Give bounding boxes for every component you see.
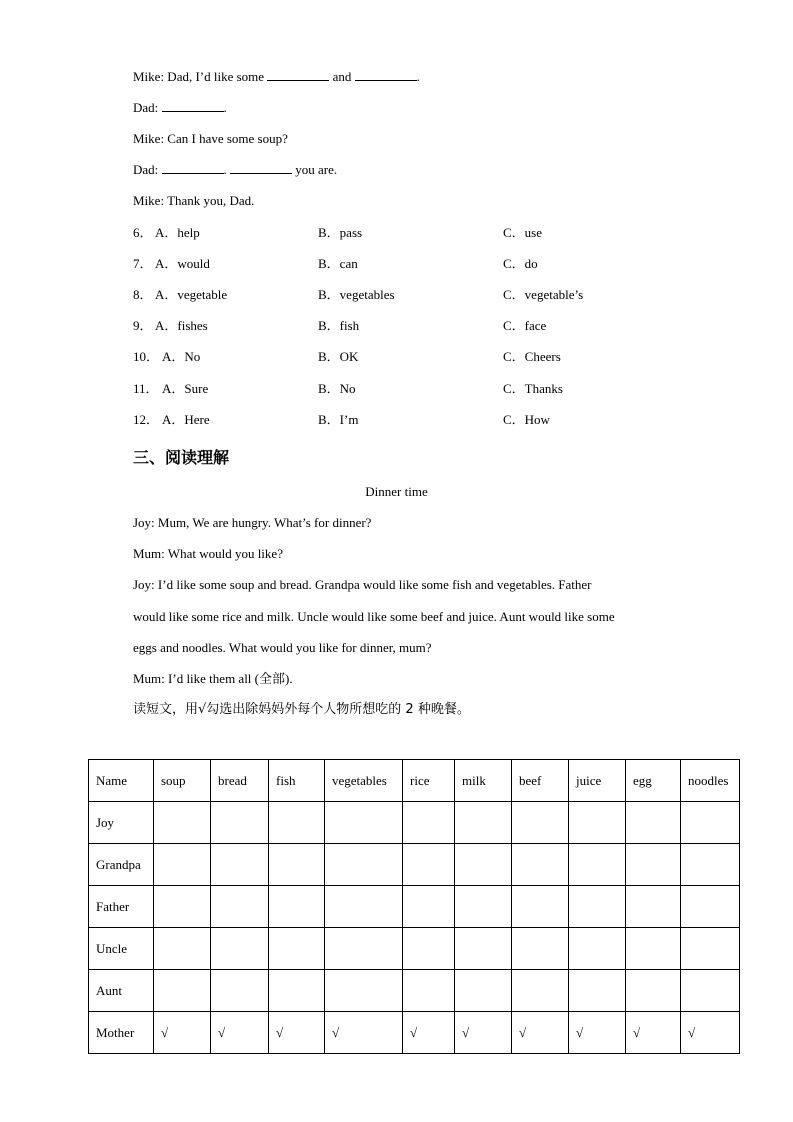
answer-cell[interactable] [569, 844, 626, 886]
answer-cell[interactable] [512, 970, 569, 1012]
answer-cell[interactable] [325, 970, 403, 1012]
answer-cell[interactable] [403, 970, 455, 1012]
answer-cell[interactable] [681, 844, 740, 886]
answer-cell[interactable] [154, 928, 211, 970]
table-header-row [89, 760, 740, 802]
dialogue-text: Dad: [133, 162, 159, 177]
answer-cell[interactable] [211, 886, 269, 928]
dialogue-text: . [416, 69, 420, 84]
answer-cell[interactable] [403, 886, 455, 928]
header-cell: milk [455, 760, 512, 802]
section-heading: 三、阅读理解 [133, 448, 230, 467]
passage-line-6: Mum: I’d like them all (全部). [133, 671, 293, 686]
answer-cell[interactable] [512, 802, 569, 844]
check-cell: √ [681, 1012, 740, 1054]
answer-cell[interactable] [269, 970, 325, 1012]
passage-title: Dinner time [365, 484, 428, 499]
dialogue-line-1 [133, 69, 420, 85]
option-c[interactable]: C．vegetable’s [503, 287, 584, 302]
check-cell: √ [269, 1012, 325, 1054]
answer-cell[interactable] [512, 844, 569, 886]
answer-cell[interactable] [455, 802, 512, 844]
option-b[interactable]: B．can [318, 256, 358, 271]
answer-cell[interactable] [325, 844, 403, 886]
table-row [89, 970, 740, 1012]
table-row [89, 802, 740, 844]
answer-cell[interactable] [626, 970, 681, 1012]
answer-cell[interactable] [211, 928, 269, 970]
answer-cell[interactable] [455, 844, 512, 886]
answer-cell[interactable] [325, 886, 403, 928]
header-cell: vegetables [325, 760, 403, 802]
header-cell: Name [89, 760, 154, 802]
answer-cell[interactable] [154, 970, 211, 1012]
header-cell: juice [569, 760, 626, 802]
passage-line-5: eggs and noodles. What would you like for dinner, mum? [133, 640, 432, 655]
check-cell: √ [154, 1012, 211, 1054]
check-cell: √ [512, 1012, 569, 1054]
name-cell: Aunt [89, 970, 154, 1012]
answer-cell[interactable] [325, 928, 403, 970]
option-c[interactable]: C．face [503, 318, 547, 333]
dialogue-line-5: Mike: Thank you, Dad. [133, 193, 255, 208]
option-a[interactable]: A．help [155, 225, 200, 240]
instruction-text: 读短文，用√勾选出除妈妈外每个人物所想吃的 2 种晚餐。 [133, 702, 470, 717]
question-number: 12． [133, 412, 160, 427]
answer-cell[interactable] [455, 928, 512, 970]
question-number: 6． [133, 225, 153, 240]
answer-cell[interactable] [269, 844, 325, 886]
answer-cell[interactable] [569, 928, 626, 970]
table-row [89, 844, 740, 886]
answer-cell[interactable] [626, 844, 681, 886]
passage-line-2: Mum: What would you like? [133, 546, 283, 561]
answer-cell[interactable] [569, 802, 626, 844]
option-a[interactable]: A．No [162, 349, 201, 364]
answer-cell[interactable] [403, 928, 455, 970]
answer-cell[interactable] [154, 844, 211, 886]
answer-cell[interactable] [569, 970, 626, 1012]
option-b[interactable]: B．vegetables [318, 287, 395, 302]
answer-cell[interactable] [154, 886, 211, 928]
dialogue-line-4 [133, 162, 337, 178]
option-a[interactable]: A．Here [162, 412, 210, 427]
answer-blank-9[interactable] [162, 162, 224, 174]
answer-cell[interactable] [681, 970, 740, 1012]
answer-cell[interactable] [681, 886, 740, 928]
option-a[interactable]: A．would [155, 256, 210, 271]
table-row [89, 928, 740, 970]
option-b[interactable]: B．OK [318, 349, 359, 364]
answer-cell[interactable] [211, 802, 269, 844]
header-cell: noodles [681, 760, 740, 802]
option-b[interactable]: B．fish [318, 318, 360, 333]
question-number: 11． [133, 381, 159, 396]
table-row [89, 886, 740, 928]
check-cell: √ [455, 1012, 512, 1054]
dialogue-text: . [223, 162, 227, 177]
name-cell: Father [89, 886, 154, 928]
option-b[interactable]: B．No [318, 381, 356, 396]
dialogue-line-2 [133, 100, 227, 116]
passage-line-4: would like some rice and milk. Uncle would like some beef and juice. Aunt would like some [133, 609, 615, 624]
table-row [89, 1012, 740, 1054]
option-c[interactable]: C．Cheers [503, 349, 561, 364]
dialogue-line-3: Mike: Can I have some soup? [133, 131, 288, 146]
answer-cell[interactable] [569, 886, 626, 928]
answer-cell[interactable] [211, 970, 269, 1012]
answer-cell[interactable] [403, 802, 455, 844]
answer-blank-10[interactable] [230, 162, 292, 174]
option-c[interactable]: C．do [503, 256, 538, 271]
header-cell: bread [211, 760, 269, 802]
option-b[interactable]: B．I’m [318, 412, 359, 427]
dialogue-text: . [223, 100, 227, 115]
name-cell: Grandpa [89, 844, 154, 886]
answer-cell[interactable] [512, 886, 569, 928]
header-cell: egg [626, 760, 681, 802]
name-cell: Mother [89, 1012, 154, 1054]
answer-cell[interactable] [626, 928, 681, 970]
option-c[interactable]: C．How [503, 412, 550, 427]
option-c[interactable]: C．Thanks [503, 381, 563, 396]
passage-line-1: Joy: Mum, We are hungry. What’s for dinner? [133, 515, 372, 530]
question-number: 9． [133, 318, 153, 333]
answer-cell[interactable] [455, 970, 512, 1012]
header-cell: rice [403, 760, 455, 802]
name-cell: Uncle [89, 928, 154, 970]
answer-cell[interactable] [626, 886, 681, 928]
dinner-table [88, 759, 740, 1054]
answer-blank-6[interactable] [267, 69, 329, 81]
answer-blank-8[interactable] [162, 100, 224, 112]
question-number: 10． [133, 349, 160, 364]
dialogue-text: Dad: [133, 100, 159, 115]
answer-cell[interactable] [211, 844, 269, 886]
header-cell: fish [269, 760, 325, 802]
question-number: 8． [133, 287, 153, 302]
option-b[interactable]: B．pass [318, 225, 363, 240]
dialogue-text: Mike: Dad, I’d like some [133, 69, 265, 84]
answer-cell[interactable] [681, 802, 740, 844]
check-cell: √ [403, 1012, 455, 1054]
header-cell: soup [154, 760, 211, 802]
answer-cell[interactable] [681, 928, 740, 970]
name-cell: Joy [89, 802, 154, 844]
answer-cell[interactable] [325, 802, 403, 844]
check-cell: √ [626, 1012, 681, 1054]
dialogue-text: and [332, 69, 352, 84]
answer-cell[interactable] [269, 802, 325, 844]
question-number: 7． [133, 256, 153, 271]
dialogue-text: you are. [295, 162, 338, 177]
check-cell: √ [569, 1012, 626, 1054]
passage-line-3: Joy: I’d like some soup and bread. Grandpa would like some fish and vegetables. Father [133, 577, 592, 592]
answer-cell[interactable] [403, 844, 455, 886]
check-cell: √ [325, 1012, 403, 1054]
check-cell: √ [211, 1012, 269, 1054]
answer-cell[interactable] [269, 928, 325, 970]
answer-blank-7[interactable] [355, 69, 417, 81]
answer-cell[interactable] [512, 928, 569, 970]
option-a[interactable]: A．fishes [155, 318, 208, 333]
option-a[interactable]: A．Sure [162, 381, 209, 396]
option-c[interactable]: C．use [503, 225, 543, 240]
answer-cell[interactable] [455, 886, 512, 928]
option-a[interactable]: A．vegetable [155, 287, 228, 302]
answer-cell[interactable] [154, 802, 211, 844]
answer-cell[interactable] [626, 802, 681, 844]
header-cell: beef [512, 760, 569, 802]
answer-cell[interactable] [269, 886, 325, 928]
